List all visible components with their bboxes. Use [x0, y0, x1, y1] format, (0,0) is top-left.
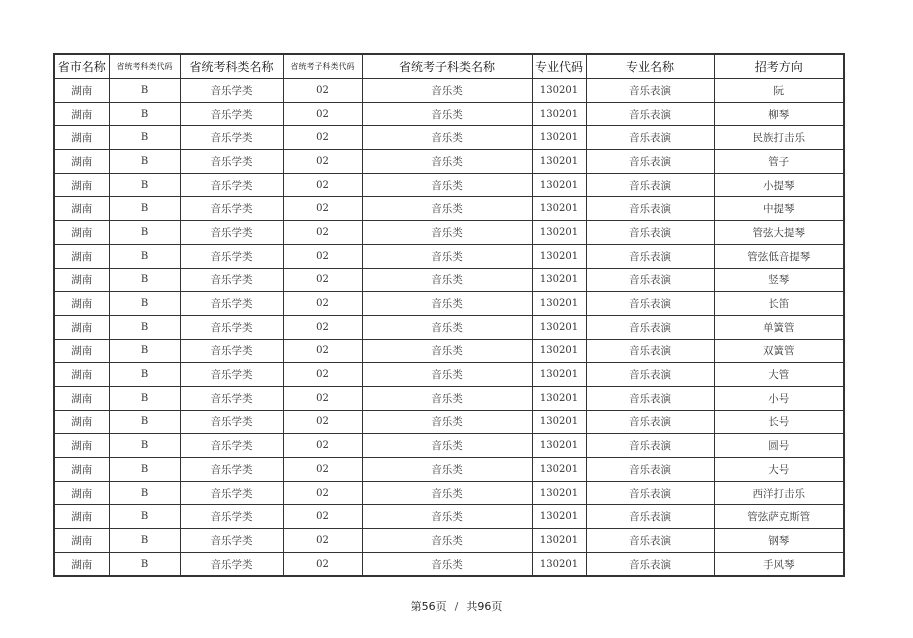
cell-subcategory-code: 02 — [283, 505, 362, 529]
cell-category-code: B — [109, 386, 180, 410]
cell-subcategory-name: 音乐类 — [362, 79, 532, 103]
cell-direction: 手风琴 — [714, 552, 844, 576]
cell-category-code: B — [109, 221, 180, 245]
admissions-table — [53, 53, 845, 577]
cell-province: 湖南 — [54, 339, 109, 363]
cell-category-name: 音乐学类 — [180, 410, 283, 434]
header-major-code: 专业代码 — [532, 54, 586, 79]
cell-subcategory-name: 音乐类 — [362, 410, 532, 434]
table-row — [54, 315, 844, 339]
cell-province: 湖南 — [54, 221, 109, 245]
cell-subcategory-code: 02 — [283, 481, 362, 505]
cell-subcategory-name: 音乐类 — [362, 315, 532, 339]
cell-subcategory-code: 02 — [283, 150, 362, 174]
cell-major-name: 音乐表演 — [586, 315, 714, 339]
cell-category-name: 音乐学类 — [180, 386, 283, 410]
cell-category-name: 音乐学类 — [180, 244, 283, 268]
cell-category-name: 音乐学类 — [180, 315, 283, 339]
cell-major-code: 130201 — [532, 292, 586, 316]
cell-province: 湖南 — [54, 292, 109, 316]
cell-direction: 大号 — [714, 458, 844, 482]
cell-direction: 阮 — [714, 79, 844, 103]
cell-subcategory-name: 音乐类 — [362, 339, 532, 363]
cell-major-name: 音乐表演 — [586, 529, 714, 553]
table-row — [54, 481, 844, 505]
header-category-name: 省统考科类名称 — [180, 54, 283, 79]
cell-major-name: 音乐表演 — [586, 410, 714, 434]
cell-subcategory-name: 音乐类 — [362, 221, 532, 245]
cell-province: 湖南 — [54, 434, 109, 458]
cell-major-name: 音乐表演 — [586, 126, 714, 150]
cell-major-code: 130201 — [532, 150, 586, 174]
cell-subcategory-code: 02 — [283, 102, 362, 126]
cell-province: 湖南 — [54, 529, 109, 553]
cell-major-code: 130201 — [532, 552, 586, 576]
cell-category-name: 音乐学类 — [180, 505, 283, 529]
cell-subcategory-name: 音乐类 — [362, 197, 532, 221]
cell-category-code: B — [109, 173, 180, 197]
cell-category-name: 音乐学类 — [180, 339, 283, 363]
cell-direction: 中提琴 — [714, 197, 844, 221]
cell-subcategory-name: 音乐类 — [362, 150, 532, 174]
cell-subcategory-code: 02 — [283, 410, 362, 434]
table-row — [54, 505, 844, 529]
cell-major-code: 130201 — [532, 529, 586, 553]
cell-subcategory-name: 音乐类 — [362, 126, 532, 150]
cell-category-name: 音乐学类 — [180, 292, 283, 316]
cell-category-code: B — [109, 434, 180, 458]
cell-category-code: B — [109, 244, 180, 268]
table-row — [54, 386, 844, 410]
table-row — [54, 79, 844, 103]
cell-subcategory-code: 02 — [283, 434, 362, 458]
cell-subcategory-code: 02 — [283, 552, 362, 576]
cell-direction: 双簧管 — [714, 339, 844, 363]
cell-category-name: 音乐学类 — [180, 79, 283, 103]
cell-direction: 长笛 — [714, 292, 844, 316]
cell-province: 湖南 — [54, 315, 109, 339]
cell-category-code: B — [109, 363, 180, 387]
cell-direction: 柳琴 — [714, 102, 844, 126]
cell-direction: 管弦低音提琴 — [714, 244, 844, 268]
cell-major-code: 130201 — [532, 197, 586, 221]
cell-major-code: 130201 — [532, 102, 586, 126]
cell-subcategory-name: 音乐类 — [362, 102, 532, 126]
cell-category-name: 音乐学类 — [180, 363, 283, 387]
header-province-name: 省市名称 — [54, 54, 109, 79]
cell-major-code: 130201 — [532, 434, 586, 458]
cell-direction: 西洋打击乐 — [714, 481, 844, 505]
page-separator: / — [454, 600, 459, 613]
cell-major-code: 130201 — [532, 79, 586, 103]
cell-category-code: B — [109, 339, 180, 363]
cell-province: 湖南 — [54, 126, 109, 150]
cell-province: 湖南 — [54, 386, 109, 410]
cell-major-name: 音乐表演 — [586, 552, 714, 576]
cell-subcategory-code: 02 — [283, 244, 362, 268]
cell-major-name: 音乐表演 — [586, 150, 714, 174]
cell-subcategory-code: 02 — [283, 173, 362, 197]
cell-subcategory-code: 02 — [283, 315, 362, 339]
cell-category-code: B — [109, 458, 180, 482]
cell-major-code: 130201 — [532, 339, 586, 363]
table-row — [54, 434, 844, 458]
cell-major-name: 音乐表演 — [586, 386, 714, 410]
cell-category-name: 音乐学类 — [180, 102, 283, 126]
header-major-name: 专业名称 — [586, 54, 714, 79]
cell-major-name: 音乐表演 — [586, 339, 714, 363]
cell-province: 湖南 — [54, 552, 109, 576]
cell-subcategory-code: 02 — [283, 458, 362, 482]
cell-category-name: 音乐学类 — [180, 221, 283, 245]
cell-province: 湖南 — [54, 173, 109, 197]
table-row — [54, 292, 844, 316]
cell-major-name: 音乐表演 — [586, 505, 714, 529]
total-pages-label: 共96页 — [466, 600, 503, 613]
cell-category-code: B — [109, 315, 180, 339]
cell-subcategory-name: 音乐类 — [362, 173, 532, 197]
table-row — [54, 197, 844, 221]
table-row — [54, 552, 844, 576]
cell-major-code: 130201 — [532, 126, 586, 150]
table-header-row — [54, 54, 844, 79]
cell-major-code: 130201 — [532, 505, 586, 529]
cell-major-code: 130201 — [532, 458, 586, 482]
cell-category-name: 音乐学类 — [180, 481, 283, 505]
cell-category-name: 音乐学类 — [180, 268, 283, 292]
cell-category-code: B — [109, 505, 180, 529]
cell-category-code: B — [109, 410, 180, 434]
cell-subcategory-code: 02 — [283, 386, 362, 410]
cell-subcategory-name: 音乐类 — [362, 386, 532, 410]
cell-major-name: 音乐表演 — [586, 481, 714, 505]
cell-direction: 大管 — [714, 363, 844, 387]
table-row — [54, 173, 844, 197]
cell-subcategory-code: 02 — [283, 79, 362, 103]
page-footer — [0, 598, 913, 614]
cell-category-name: 音乐学类 — [180, 434, 283, 458]
cell-major-code: 130201 — [532, 481, 586, 505]
cell-major-name: 音乐表演 — [586, 244, 714, 268]
cell-direction: 管子 — [714, 150, 844, 174]
cell-subcategory-code: 02 — [283, 339, 362, 363]
cell-subcategory-code: 02 — [283, 363, 362, 387]
cell-direction: 单簧管 — [714, 315, 844, 339]
cell-province: 湖南 — [54, 79, 109, 103]
cell-direction: 钢琴 — [714, 529, 844, 553]
cell-province: 湖南 — [54, 197, 109, 221]
cell-direction: 长号 — [714, 410, 844, 434]
cell-direction: 管弦大提琴 — [714, 221, 844, 245]
cell-subcategory-name: 音乐类 — [362, 552, 532, 576]
cell-province: 湖南 — [54, 102, 109, 126]
cell-province: 湖南 — [54, 150, 109, 174]
cell-direction: 管弦萨克斯管 — [714, 505, 844, 529]
cell-province: 湖南 — [54, 244, 109, 268]
cell-subcategory-code: 02 — [283, 292, 362, 316]
cell-category-name: 音乐学类 — [180, 173, 283, 197]
cell-direction: 小提琴 — [714, 173, 844, 197]
cell-category-name: 音乐学类 — [180, 126, 283, 150]
cell-province: 湖南 — [54, 481, 109, 505]
table-body — [54, 79, 844, 577]
table-row — [54, 102, 844, 126]
cell-major-code: 130201 — [532, 268, 586, 292]
cell-subcategory-name: 音乐类 — [362, 481, 532, 505]
table-row — [54, 268, 844, 292]
cell-subcategory-name: 音乐类 — [362, 268, 532, 292]
cell-category-code: B — [109, 552, 180, 576]
cell-category-name: 音乐学类 — [180, 529, 283, 553]
table-row — [54, 244, 844, 268]
cell-major-name: 音乐表演 — [586, 363, 714, 387]
cell-major-code: 130201 — [532, 315, 586, 339]
cell-category-code: B — [109, 481, 180, 505]
cell-category-code: B — [109, 529, 180, 553]
cell-subcategory-code: 02 — [283, 221, 362, 245]
cell-subcategory-code: 02 — [283, 529, 362, 553]
cell-category-name: 音乐学类 — [180, 552, 283, 576]
cell-major-name: 音乐表演 — [586, 221, 714, 245]
header-subcategory-name: 省统考子科类名称 — [362, 54, 532, 79]
cell-subcategory-code: 02 — [283, 268, 362, 292]
table-row — [54, 339, 844, 363]
cell-category-code: B — [109, 197, 180, 221]
table-row — [54, 126, 844, 150]
table-row — [54, 410, 844, 434]
table-row — [54, 363, 844, 387]
cell-major-name: 音乐表演 — [586, 292, 714, 316]
header-direction: 招考方向 — [714, 54, 844, 79]
cell-category-code: B — [109, 102, 180, 126]
cell-province: 湖南 — [54, 458, 109, 482]
cell-direction: 竖琴 — [714, 268, 844, 292]
cell-major-code: 130201 — [532, 363, 586, 387]
cell-major-code: 130201 — [532, 244, 586, 268]
cell-subcategory-name: 音乐类 — [362, 292, 532, 316]
cell-major-name: 音乐表演 — [586, 197, 714, 221]
cell-category-code: B — [109, 126, 180, 150]
cell-major-name: 音乐表演 — [586, 102, 714, 126]
cell-subcategory-name: 音乐类 — [362, 434, 532, 458]
cell-subcategory-name: 音乐类 — [362, 505, 532, 529]
cell-major-name: 音乐表演 — [586, 79, 714, 103]
cell-major-code: 130201 — [532, 221, 586, 245]
cell-major-code: 130201 — [532, 386, 586, 410]
cell-category-code: B — [109, 79, 180, 103]
table-row — [54, 529, 844, 553]
cell-subcategory-code: 02 — [283, 126, 362, 150]
cell-category-name: 音乐学类 — [180, 150, 283, 174]
cell-major-name: 音乐表演 — [586, 268, 714, 292]
cell-major-name: 音乐表演 — [586, 458, 714, 482]
cell-subcategory-name: 音乐类 — [362, 363, 532, 387]
table-row — [54, 221, 844, 245]
current-page-label: 第56页 — [410, 600, 447, 613]
cell-direction: 圆号 — [714, 434, 844, 458]
header-subcategory-code: 省统考子科类代码 — [283, 54, 362, 79]
cell-province: 湖南 — [54, 363, 109, 387]
cell-subcategory-code: 02 — [283, 197, 362, 221]
cell-subcategory-name: 音乐类 — [362, 244, 532, 268]
cell-province: 湖南 — [54, 505, 109, 529]
cell-major-code: 130201 — [532, 410, 586, 434]
cell-direction: 小号 — [714, 386, 844, 410]
table-row — [54, 458, 844, 482]
cell-subcategory-name: 音乐类 — [362, 529, 532, 553]
cell-category-name: 音乐学类 — [180, 458, 283, 482]
cell-direction: 民族打击乐 — [714, 126, 844, 150]
cell-major-code: 130201 — [532, 173, 586, 197]
cell-category-name: 音乐学类 — [180, 197, 283, 221]
header-category-code: 省统考科类代码 — [109, 54, 180, 79]
cell-category-code: B — [109, 268, 180, 292]
cell-major-name: 音乐表演 — [586, 434, 714, 458]
table-row — [54, 150, 844, 174]
cell-category-code: B — [109, 150, 180, 174]
cell-province: 湖南 — [54, 268, 109, 292]
cell-subcategory-name: 音乐类 — [362, 458, 532, 482]
cell-major-name: 音乐表演 — [586, 173, 714, 197]
cell-province: 湖南 — [54, 410, 109, 434]
cell-category-code: B — [109, 292, 180, 316]
